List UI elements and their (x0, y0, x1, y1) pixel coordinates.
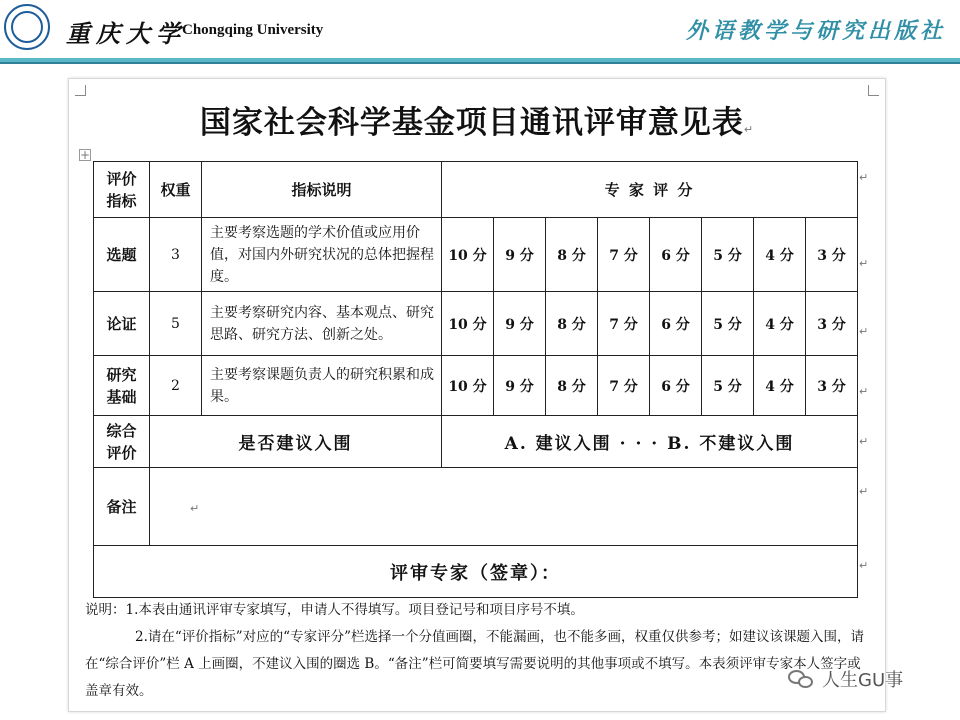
header-description: 指标说明 (202, 162, 442, 218)
university-name-cn: 重庆大学 (66, 19, 186, 48)
remark-row (94, 468, 858, 546)
score-option[interactable]: 6 分 (650, 218, 702, 292)
indicator-foundation-line2: 基础 (106, 387, 137, 406)
watermark (788, 666, 903, 692)
score-option[interactable]: 5 分 (702, 292, 754, 356)
weight-value: 3 (150, 218, 202, 292)
score-option[interactable]: 7 分 (598, 218, 650, 292)
overall-label-line1: 综合 (106, 421, 137, 440)
score-option[interactable]: 4 分 (754, 218, 806, 292)
score-option[interactable]: 6 分 (650, 356, 702, 416)
score-option[interactable]: 7 分 (598, 356, 650, 416)
remark-label: 备注 (94, 468, 150, 546)
row-end-mark: ↵ (859, 325, 869, 338)
score-option[interactable]: 8 分 (546, 292, 598, 356)
score-option[interactable]: 3 分 (806, 218, 858, 292)
university-logo (4, 4, 50, 50)
form-title: 国家社会科学基金项目通讯评审意见表↵ (199, 105, 755, 141)
indicator-argument: 论证 (94, 292, 150, 356)
row-end-mark: ↵ (859, 171, 869, 184)
table-row (94, 218, 858, 292)
weight-value: 2 (150, 356, 202, 416)
score-option[interactable]: 8 分 (546, 218, 598, 292)
overall-label (94, 416, 150, 468)
score-option[interactable]: 3 分 (806, 292, 858, 356)
score-option[interactable]: 9 分 (494, 292, 546, 356)
indicator-topic: 选题 (94, 218, 150, 292)
score-option[interactable]: 7 分 (598, 292, 650, 356)
overall-row (94, 416, 858, 468)
indicator-description: 主要考察研究内容、基本观点、研究思路、研究方法、创新之处。 (202, 292, 442, 356)
margin-mark (868, 85, 879, 96)
score-option[interactable]: 9 分 (494, 218, 546, 292)
score-option[interactable]: 5 分 (702, 218, 754, 292)
note-line: 说明：1.本表由通讯评审专家填写，申请人不得填写。项目登记号和项目序号不填。 (85, 602, 584, 618)
remark-field[interactable]: ↵ (150, 468, 858, 546)
table-row (94, 292, 858, 356)
wechat-icon (788, 668, 816, 690)
score-option[interactable]: 10 分 (442, 218, 494, 292)
table-header-row (94, 162, 858, 218)
form-notes (85, 597, 865, 705)
score-option[interactable]: 6 分 (650, 292, 702, 356)
signature-row (94, 546, 858, 598)
weight-value: 5 (150, 292, 202, 356)
score-option[interactable]: 5 分 (702, 356, 754, 416)
header-weight: 权重 (150, 162, 202, 218)
overall-label-line2: 评价 (106, 443, 137, 462)
score-option[interactable]: 3 分 (806, 356, 858, 416)
indicator-foundation-line1: 研究 (106, 365, 137, 384)
slide-header (0, 0, 960, 58)
header-divider-dark (0, 62, 960, 64)
signature-field[interactable]: 评审专家（签章）： (94, 546, 858, 598)
row-end-mark: ↵ (859, 257, 869, 270)
header-indicator-line2: 指标 (106, 191, 137, 210)
university-name-en: Chongqing University (182, 22, 324, 38)
row-end-mark: ↵ (859, 559, 869, 572)
row-end-mark: ↵ (859, 485, 869, 498)
score-option[interactable]: 8 分 (546, 356, 598, 416)
header-indicator-line1: 评价 (106, 169, 137, 188)
publisher-name: 外语教学与研究出版社 (685, 18, 946, 44)
indicator-foundation (94, 356, 150, 416)
watermark-text: 人生GU事 (822, 670, 904, 691)
score-option[interactable]: 4 分 (754, 356, 806, 416)
table-move-handle[interactable]: + (80, 148, 91, 162)
overall-options[interactable]: A. 建议入围 · · · B. 不建议入围 (442, 416, 858, 468)
form-title-text: 国家社会科学基金项目通讯评审意见表 (199, 105, 744, 141)
header-expert-score: 专 家 评 分 (442, 162, 858, 218)
note-line: 2.请在“评价指标”对应的“专家评分”栏选择一个分值画圈，不能漏画，也不能多画，权重仅供参考；如建议该课题入围，请在“综合评价”栏 A 上画圈，不建议入围的圈选 B。“备注”栏可简要填写需要说明的其他事项或不填写。本表须评审专家本人签字或盖章有效。 (85, 629, 864, 699)
indicator-description: 主要考察课题负责人的研究积累和成果。 (202, 356, 442, 416)
overall-question: 是否建议入围 (150, 416, 442, 468)
row-end-mark: ↵ (859, 385, 869, 398)
table-row (94, 356, 858, 416)
header-indicator (94, 162, 150, 218)
score-option[interactable]: 4 分 (754, 292, 806, 356)
score-option[interactable]: 10 分 (442, 356, 494, 416)
evaluation-table (93, 161, 858, 598)
score-option[interactable]: 9 分 (494, 356, 546, 416)
indicator-description: 主要考察选题的学术价值或应用价值，对国内外研究状况的总体把握程度。 (202, 218, 442, 292)
margin-mark (75, 85, 86, 96)
score-option[interactable]: 10 分 (442, 292, 494, 356)
document-page (68, 78, 886, 712)
row-end-mark: ↵ (859, 435, 869, 448)
